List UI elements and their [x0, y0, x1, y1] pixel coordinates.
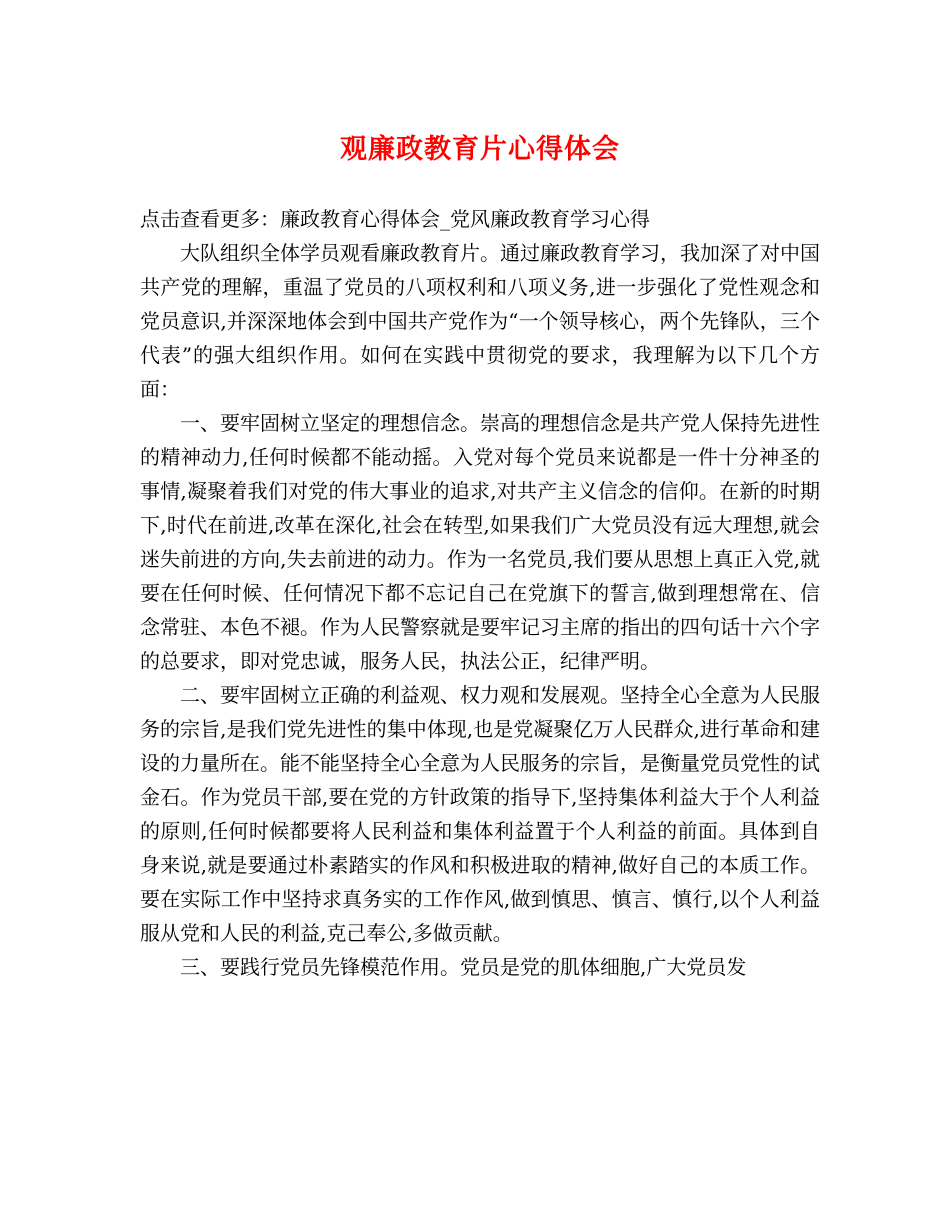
related-link-2[interactable]: 党风廉政教育学习心得: [450, 207, 650, 231]
related-separator: _: [440, 207, 450, 231]
document-page: [140, 0, 820, 984]
paragraph-intro: 大队组织全体学员观看廉政教育片。通过廉政教育学习，我加深了对中国共产党的理解，重温了党员的八项权利和八项义务,进一步强化了党性观念和党员意识,并深深地体会到中国共产党作为“一个领导核心，两个先锋队，三个代表”的强大组织作用。如何在实践中贯彻党的要求，我理解为以下几个方面：: [140, 241, 820, 401]
paragraph-section-3: 三、要践行党员先锋模范作用。党员是党的肌体细胞,广大党员发: [180, 955, 747, 979]
related-links-line: [140, 202, 820, 236]
related-link-1[interactable]: 廉政教育心得体会: [280, 207, 440, 231]
paragraph-section-2: 二、要牢固树立正确的利益观、权力观和发展观。坚持全心全意为人民服务的宗旨,是我们党先进性的集中体现,也是党凝聚亿万人民群众,进行革命和建设的力量所在。能不能坚持全心全意为人民服务的宗旨，是衡量党员党性的试金石。作为党员干部,要在党的方针政策的指导下,坚持集体利益大于个人利益的原则,任何时候都要将人民利益和集体利益置于个人利益的前面。具体到自身来说,就是要通过朴素踏实的作风和积极进取的精神,做好自己的本质工作。要在实际工作中坚持求真务实的工作作风,做到慎思、慎言、慎行,以个人利益服从党和人民的利益,克己奉公,多做贡献。: [140, 683, 820, 945]
related-prefix: 点击查看更多：: [140, 207, 280, 231]
document-title: 观廉政教育片心得体会: [340, 134, 620, 165]
paragraph-section-1: 一、要牢固树立坚定的理想信念。崇高的理想信念是共产党人保持先进性的精神动力,任何时候都不能动摇。入党对每个党员来说都是一件十分神圣的事情,凝聚着我们对党的伟大事业的追求,对共产主义信念的信仰。在新的时期下,时代在前进,改革在深化,社会在转型,如果我们广大党员没有远大理想,就会迷失前进的方向,失去前进的动力。作为一名党员,我们要从思想上真正入党,就要在任何时候、任何情况下都不忘记自己在党旗下的誓言,做到理想常在、信念常驻、本色不褪。作为人民警察就是要牢记习主席的指出的四句话十六个字的总要求，即对党忠诚，服务人民，执法公正，纪律严明。: [140, 411, 820, 673]
